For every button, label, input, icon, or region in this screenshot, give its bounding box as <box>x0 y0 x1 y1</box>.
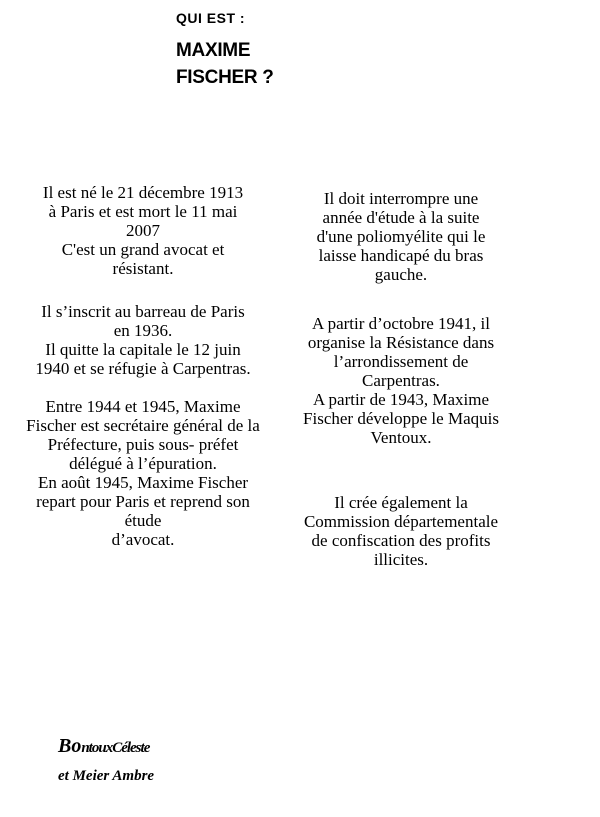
text-line: gauche. <box>374 265 428 284</box>
text-line: Carpentras. <box>362 371 440 390</box>
title-line-1: MAXIME <box>176 40 251 61</box>
page-title <box>176 37 274 91</box>
right-paragraph-commission <box>286 493 516 569</box>
text-line: à Paris et est mort le 11 mai <box>48 202 238 221</box>
text-line: l’arrondissement de <box>333 352 469 371</box>
authors-signature <box>58 735 154 795</box>
question-label: QUI EST : <box>176 10 246 26</box>
text-line: Il quitte la capitale le 12 juin <box>45 340 241 359</box>
text-line: organise la Résistance dans <box>307 333 495 352</box>
text-line: Fischer est secrétaire général de la <box>26 416 260 435</box>
text-line: Entre 1944 et 1945, Maxime <box>45 397 241 416</box>
text-line: 1940 et se réfugie à Carpentras. <box>35 359 251 378</box>
text-line: laisse handicapé du bras <box>318 246 484 265</box>
text-line: Commission départementale <box>303 512 499 531</box>
text-line: résistant. <box>112 259 174 278</box>
left-paragraph-prefecture <box>8 397 278 549</box>
text-line: d’avocat. <box>111 530 175 549</box>
right-paragraph-polio <box>286 189 516 284</box>
text-line: en 1936. <box>113 321 173 340</box>
text-line: Il s’inscrit au barreau de Paris <box>41 302 245 321</box>
text-line: A partir d’octobre 1941, il <box>312 314 490 333</box>
title-line-2: FISCHER ? <box>176 67 274 88</box>
text-line: Préfecture, puis sous- préfet <box>47 435 239 454</box>
text-line: de confiscation des profits <box>311 531 491 550</box>
text-line: A partir de 1943, Maxime <box>312 390 490 409</box>
text-line: année d'étude à la suite <box>322 208 480 227</box>
text-line: repart pour Paris et reprend son <box>36 492 250 511</box>
text-line: Il crée également la <box>334 493 468 512</box>
text-line: En août 1945, Maxime Fischer <box>37 473 249 492</box>
text-line: Il est né le 21 décembre 1913 <box>42 183 244 202</box>
author-line-1 <box>58 735 154 758</box>
text-line: délégué à l’épuration. <box>69 454 217 473</box>
text-line: Ventoux. <box>370 428 432 447</box>
text-line: Fischer développe le Maquis <box>303 409 499 428</box>
text-line: d'une poliomyélite qui le <box>316 227 486 246</box>
text-line: Il doit interrompre une <box>323 189 479 208</box>
author-name-1: ntouxCéleste <box>81 740 150 756</box>
text-line: C'est un grand avocat et <box>61 240 225 259</box>
text-line: 2007 <box>126 221 160 240</box>
left-column <box>8 183 278 549</box>
text-line: étude <box>124 511 162 530</box>
text-line: illicites. <box>373 550 429 569</box>
right-column <box>286 189 516 569</box>
author-line-2: et Meier Ambre <box>58 768 155 784</box>
right-paragraph-resistance <box>286 314 516 447</box>
author-initial: Bo <box>58 735 82 757</box>
left-paragraph-barreau <box>8 302 278 378</box>
left-paragraph-birth <box>8 183 278 278</box>
